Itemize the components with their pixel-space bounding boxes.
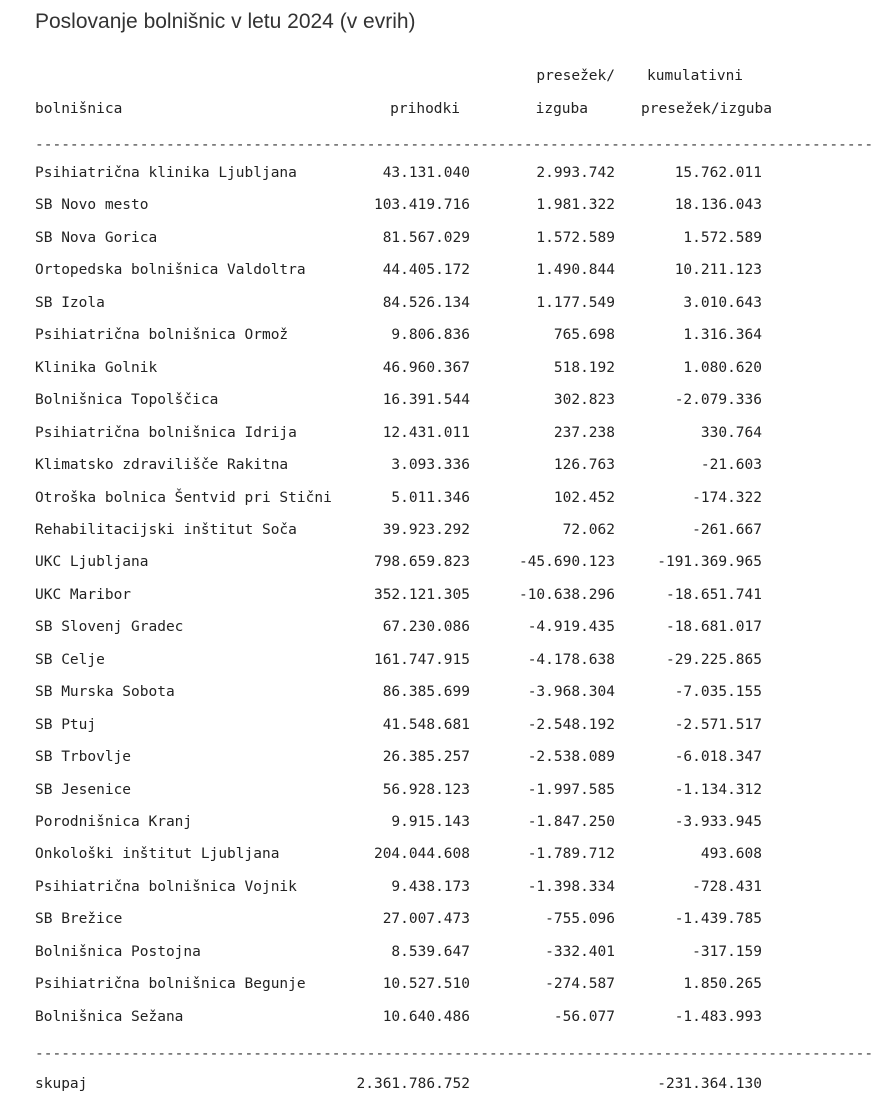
result-cell: 1.490.844 xyxy=(536,262,615,279)
result-cell: 1.177.549 xyxy=(536,294,615,311)
table-row xyxy=(0,262,806,294)
result-cell: 1.981.322 xyxy=(536,197,615,214)
hospital-name: Klinika Golnik xyxy=(35,359,158,376)
table-row xyxy=(0,717,806,749)
hospital-name: Psihiatrična bolnišnica Idrija xyxy=(35,424,297,441)
hospital-name: SB Jesenice xyxy=(35,781,132,798)
revenue-cell: 798.659.823 xyxy=(373,554,470,571)
hospital-name: Klimatsko zdravilišče Rakitna xyxy=(35,457,289,474)
cumulative-cell: -1.134.312 xyxy=(674,781,762,798)
header-result-line1: presežek/ xyxy=(536,68,615,84)
cumulative-cell: -174.322 xyxy=(692,489,762,506)
page-title: Poslovanje bolnišnic v letu 2024 (v evrih) xyxy=(35,10,416,33)
hospital-name: Bolnišnica Sežana xyxy=(35,1008,184,1025)
table-row xyxy=(0,295,806,327)
table-row xyxy=(0,522,806,554)
result-cell: -45.690.123 xyxy=(518,554,615,571)
hospital-name: Bolnišnica Topolščica xyxy=(35,392,219,409)
hospital-name: SB Novo mesto xyxy=(35,197,149,214)
divider-bottom: ------------------------------------------------------------------------------------------------ xyxy=(35,1046,873,1062)
hospital-name: Psihiatrična bolnišnica Begunje xyxy=(35,976,306,993)
header-revenue: prihodki xyxy=(390,101,460,117)
cumulative-cell: 18.136.043 xyxy=(674,197,762,214)
revenue-cell: 9.438.173 xyxy=(391,878,470,895)
table-row xyxy=(0,879,806,911)
result-cell: 1.572.589 xyxy=(536,229,615,246)
revenue-cell: 5.011.346 xyxy=(391,489,470,506)
revenue-cell: 103.419.716 xyxy=(373,197,470,214)
table-row xyxy=(0,944,806,976)
revenue-cell: 44.405.172 xyxy=(382,262,470,279)
result-cell: 2.993.742 xyxy=(536,165,615,181)
result-cell: 237.238 xyxy=(553,424,615,441)
table-row xyxy=(0,782,806,814)
revenue-cell: 10.527.510 xyxy=(382,976,470,993)
table-row xyxy=(0,749,806,781)
revenue-cell: 27.007.473 xyxy=(382,911,470,928)
header-result-line2: izguba xyxy=(535,101,588,117)
total-row xyxy=(0,1076,806,1108)
table-row xyxy=(0,911,806,943)
hospital-name: SB Brežice xyxy=(35,911,123,928)
hospital-name: Rehabilitacijski inštitut Soča xyxy=(35,521,297,538)
hospital-name: SB Izola xyxy=(35,294,105,311)
table-row xyxy=(0,1009,806,1041)
hospital-name: SB Ptuj xyxy=(35,716,97,733)
hospital-name: Ortopedska bolnišnica Valdoltra xyxy=(35,262,306,279)
revenue-cell: 46.960.367 xyxy=(382,359,470,376)
revenue-cell: 12.431.011 xyxy=(382,424,470,441)
revenue-cell: 8.539.647 xyxy=(391,943,470,960)
cumulative-cell: -18.681.017 xyxy=(665,619,762,636)
result-cell: -1.398.334 xyxy=(527,878,615,895)
hospital-name: SB Slovenj Gradec xyxy=(35,619,184,636)
hospital-name: UKC Maribor xyxy=(35,586,132,603)
table-row xyxy=(0,619,806,651)
revenue-cell: 56.928.123 xyxy=(382,781,470,798)
total-label: skupaj xyxy=(35,1076,88,1092)
cumulative-cell: -1.483.993 xyxy=(674,1008,762,1025)
total-cumulative: -231.364.130 xyxy=(657,1076,762,1092)
total-revenue: 2.361.786.752 xyxy=(356,1076,470,1092)
revenue-cell: 9.915.143 xyxy=(391,814,470,830)
revenue-cell: 9.806.836 xyxy=(391,327,470,344)
cumulative-cell: -6.018.347 xyxy=(674,749,762,766)
hospital-name: Otroška bolnica Šentvid pri Stični xyxy=(35,489,332,506)
cumulative-cell: -3.933.945 xyxy=(674,814,762,830)
revenue-cell: 3.093.336 xyxy=(391,457,470,474)
revenue-cell: 39.923.292 xyxy=(382,521,470,538)
cumulative-cell: -29.225.865 xyxy=(665,651,762,668)
hospital-name: Psihiatrična klinika Ljubljana xyxy=(35,165,297,181)
cumulative-cell: -18.651.741 xyxy=(665,586,762,603)
cumulative-cell: 1.850.265 xyxy=(683,976,762,993)
result-cell: -4.178.638 xyxy=(527,651,615,668)
cumulative-cell: -317.159 xyxy=(692,943,762,960)
revenue-cell: 81.567.029 xyxy=(382,229,470,246)
table-row xyxy=(0,327,806,359)
cumulative-cell: -261.667 xyxy=(692,521,762,538)
table-row xyxy=(0,490,806,522)
cumulative-cell: -2.079.336 xyxy=(674,392,762,409)
result-cell: -56.077 xyxy=(553,1008,615,1025)
hospital-name: Psihiatrična bolnišnica Ormož xyxy=(35,327,289,344)
cumulative-cell: -728.431 xyxy=(692,878,762,895)
cumulative-cell: -21.603 xyxy=(700,457,762,474)
hospital-name: Porodnišnica Kranj xyxy=(35,814,193,830)
result-cell: -2.538.089 xyxy=(527,749,615,766)
hospital-name: SB Celje xyxy=(35,651,105,668)
table-row xyxy=(0,652,806,684)
cumulative-cell: 330.764 xyxy=(700,424,762,441)
result-cell: -4.919.435 xyxy=(527,619,615,636)
divider-top: ------------------------------------------------------------------------------------------------ xyxy=(35,137,873,153)
table-row xyxy=(0,230,806,262)
cumulative-cell: 1.080.620 xyxy=(683,359,762,376)
result-cell: 72.062 xyxy=(562,521,615,538)
cumulative-cell: 493.608 xyxy=(700,846,762,863)
result-cell: 302.823 xyxy=(553,392,615,409)
hospital-name: UKC Ljubljana xyxy=(35,554,149,571)
cumulative-cell: 1.572.589 xyxy=(683,229,762,246)
revenue-cell: 204.044.608 xyxy=(373,846,470,863)
result-cell: -755.096 xyxy=(545,911,615,928)
result-cell: -3.968.304 xyxy=(527,684,615,701)
result-cell: 102.452 xyxy=(553,489,615,506)
hospital-name: Psihiatrična bolnišnica Vojnik xyxy=(35,878,297,895)
result-cell: 765.698 xyxy=(553,327,615,344)
cumulative-cell: 10.211.123 xyxy=(674,262,762,279)
cumulative-cell: -191.369.965 xyxy=(657,554,762,571)
revenue-cell: 161.747.915 xyxy=(373,651,470,668)
table-row xyxy=(0,360,806,392)
cumulative-cell: -2.571.517 xyxy=(674,716,762,733)
result-cell: -10.638.296 xyxy=(518,586,615,603)
table-row xyxy=(0,165,806,197)
cumulative-cell: -1.439.785 xyxy=(674,911,762,928)
revenue-cell: 86.385.699 xyxy=(382,684,470,701)
revenue-cell: 41.548.681 xyxy=(382,716,470,733)
header-cumulative-line1: kumulativni xyxy=(647,68,744,84)
table-row xyxy=(0,814,806,846)
cumulative-cell: 1.316.364 xyxy=(683,327,762,344)
revenue-cell: 43.131.040 xyxy=(382,165,470,181)
result-cell: -274.587 xyxy=(545,976,615,993)
table-row xyxy=(0,392,806,424)
result-cell: -1.847.250 xyxy=(527,814,615,830)
cumulative-cell: 3.010.643 xyxy=(683,294,762,311)
revenue-cell: 84.526.134 xyxy=(382,294,470,311)
hospital-name: SB Nova Gorica xyxy=(35,229,158,246)
table-row xyxy=(0,197,806,229)
result-cell: 126.763 xyxy=(553,457,615,474)
result-cell: -2.548.192 xyxy=(527,716,615,733)
revenue-cell: 16.391.544 xyxy=(382,392,470,409)
table-row xyxy=(0,457,806,489)
table-row xyxy=(0,587,806,619)
table-row xyxy=(0,976,806,1008)
header-cumulative-line2: presežek/izguba xyxy=(641,101,772,117)
revenue-cell: 352.121.305 xyxy=(373,586,470,603)
table-row xyxy=(0,425,806,457)
hospital-name: Bolnišnica Postojna xyxy=(35,943,201,960)
hospital-name: SB Trbovlje xyxy=(35,749,132,766)
hospital-name: SB Murska Sobota xyxy=(35,684,175,701)
result-cell: -332.401 xyxy=(545,943,615,960)
cumulative-cell: -7.035.155 xyxy=(674,684,762,701)
hospital-name: Onkološki inštitut Ljubljana xyxy=(35,846,280,863)
result-cell: -1.997.585 xyxy=(527,781,615,798)
result-cell: 518.192 xyxy=(553,359,615,376)
header-name: bolnišnica xyxy=(35,101,123,117)
result-cell: -1.789.712 xyxy=(527,846,615,863)
revenue-cell: 67.230.086 xyxy=(382,619,470,636)
table-row xyxy=(0,554,806,586)
table-row xyxy=(0,846,806,878)
revenue-cell: 10.640.486 xyxy=(382,1008,470,1025)
revenue-cell: 26.385.257 xyxy=(382,749,470,766)
table-row xyxy=(0,684,806,716)
cumulative-cell: 15.762.011 xyxy=(674,165,762,181)
